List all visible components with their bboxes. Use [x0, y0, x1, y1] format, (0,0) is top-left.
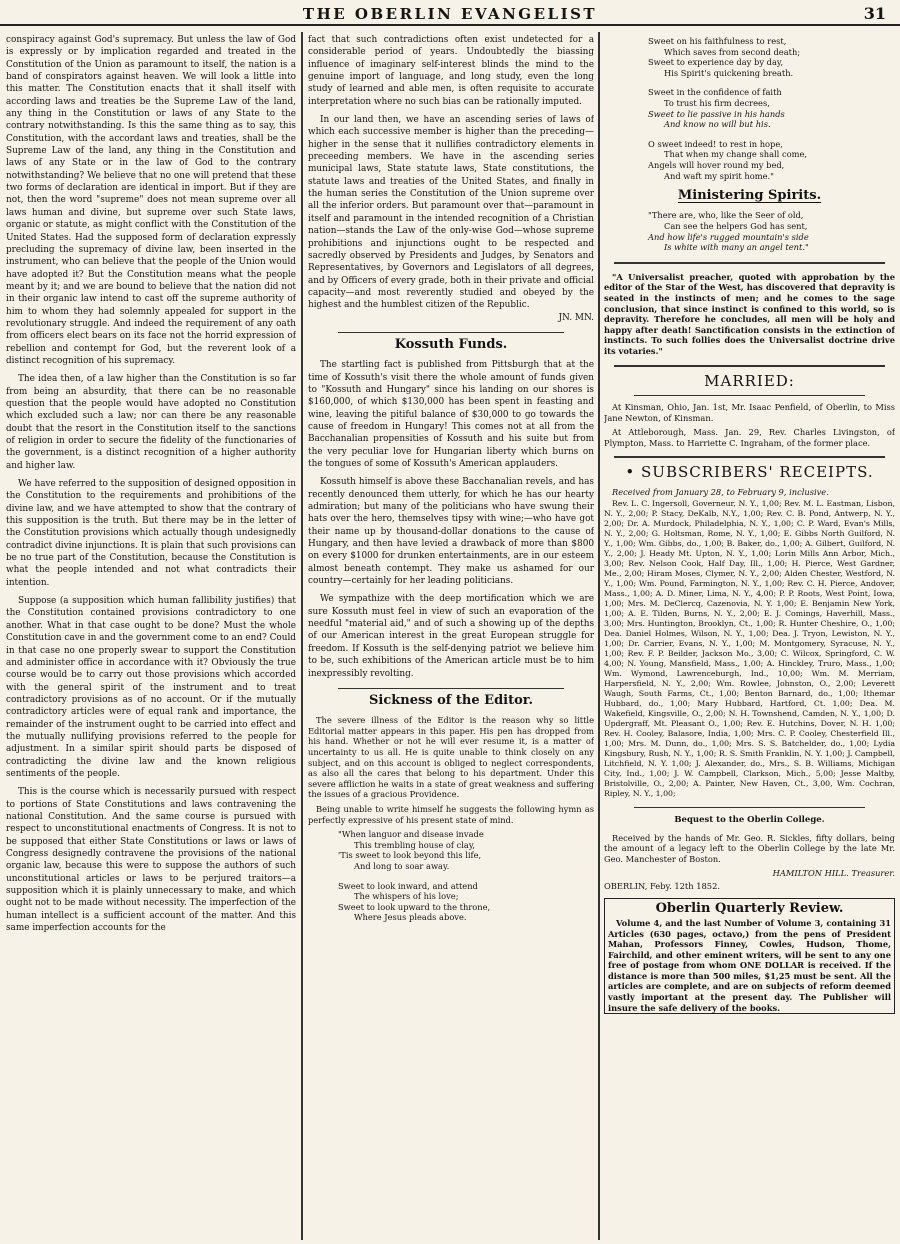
dateline: OBERLIN, Feby. 12th 1852.: [604, 880, 721, 891]
treasurer-signature: HAMILTON HILL. Treasurer.: [772, 868, 895, 879]
divider: [614, 365, 885, 367]
verse-line: Is white with many an angel tent.": [664, 242, 809, 253]
paragraph: fact that such contradictions often exist undetected for a considerable period of years. Undoubtedly the biassing influence of imaginary self-interest blinds the mind to the genuine import of language, and long study, even the long study of learned and able men, is often requisite to accurate interpretation where no such bias can be rationally imputed.: [308, 35, 594, 107]
verse-line: And how life's rugged mountain's side: [648, 231, 809, 242]
verse-line: "There are, who, like the Seer of old,: [648, 210, 804, 221]
paragraph: Suppose (a supposition which human fallibility justifies) that the Constitution contained provisions contradictory to one another. What in that case ought to be done? Must the whole Constitution cave in and the government come to an end? Could in that case no one properly swear to support the Constitution and administer office in accordance with it? Obviously the true course would be to carry out those provisions which accorded with the general spirit of the instrument and to treat contradictory provisions as of no account. Or if the mutually contradictory articles were of equal rank and importance, the remainder of the instrument ought to be carried into effect and the mutually nullifying provisions referred to the people for adjustment. In a similar spirit should parts be disposed of contradicting the divine law and the known religious sentiments of the people.: [6, 596, 296, 779]
column-2: [308, 34, 594, 1238]
column-1: [6, 34, 296, 1238]
hymn-continued: [648, 36, 895, 181]
divider: [614, 262, 885, 264]
hymn-line: Sweet to look upward to the throne,: [338, 901, 491, 912]
paragraph: The idea then, of a law higher than the Constitution is so far from being an absurdity, that there can be no reasonable question that the people would have adopted no Constitution which excluded such a law; nor can there be any reasonable doubt that the resort in the Constitution itself to the sanctions of religion in order to secure the fidelity of the functionaries of the government, is a distinct recognition of a higher authority and higher law.: [6, 374, 296, 471]
receipts-heading-text: SUBSCRIBERS' RECEIPTS.: [641, 463, 874, 482]
bequest-text: Received by the hands of Mr. Geo. R. Sickles, fifty dollars, being the amount of a legacy left to the Oberlin College by the late Mr. Geo. Manchester of Boston.: [604, 832, 895, 864]
hymn-line: And long to soar away.: [354, 860, 450, 871]
ministering-spirits-heading: Ministering Spirits.: [677, 188, 822, 204]
hymn-line: O sweet indeed! to rest in hope,: [648, 138, 783, 149]
hymn-line: Sweet on his faithfulness to rest,: [648, 36, 787, 46]
divider: [338, 688, 564, 689]
divider: [614, 456, 885, 458]
paragraph: In our land then, we have an ascending series of laws of which each successive member is higher than the preceding—higher in the sense that it nullifies contradictory elements in preceeding members. We have in the ascending series municipal laws, State statute laws, State constitutions, the statute laws and treaties of the United States, and finally in the human series the Constitution of the Union supreme over all the inferior orders. But paramount over that—paramount in itself and paramount in the intended recognition of a Christian nation—stands the Law of the only-wise God—whose supreme prohibitions and injunctions ought to be respected and sacredly observed by Presidents and Judges, by Senators and Representatives, by Governors and Legislators of all degrees, and by Officers of every grade, both in their private and official capacity—and most reverently studied and obeyed by the highest and the humblest citizen of the Republic.: [308, 115, 594, 311]
receipts-list: Rev. L. C. Ingersoll, Governeur, N. Y., 1,00; Rev. M. L. Eastman, Lisbon, N. Y., 2,00; P. Stacy, DeKalb, N.Y., 1,00; Rev. C. B. Pond, Antwerp, N. Y., 2,00; Dr. A. Murdock, Philadelphia, N. Y., 1,00; C. P. Ward, Evan's Mills, N. Y., 2,00; G. Holtsman, Rome, N. Y., 1,00; E. Gibbs North Guilford, N. Y., 1,00; Wm. Gibbs, do., 1,00; B. Baker, do., 1,00; A. Gilbert, Guilford, N. Y., 2,00; J. Heady Mt. Upton, N. Y., 1,00; Lorin Mills Ann Arbor, Mich., 3,00; Rev. Nelson Cook, Half Day, Ill., 1,00; H. Pierce, West Gardner, Me., 2,00; Hiram Moses, Clymer, N. Y., 2,00; Alden Chester, Westford, N. Y., 1,00; Wm. Pound, Farmington, N. Y., 1,00; Rev. C. H. Pierce, Andover, Mass., 1,00; A. D. Miner, Lima, N. Y., 4,00; P. P. Roots, West Point, Iowa, 1,00; Mrs. M. DeClercq, Cazenovia, N. Y. 1,00; E. Benjamin New York, 1,00; A. E. Tilden, Burns, N. Y., 2,00; E. J. Comings, Haverhill, Mass., 3,00; Mrs. Huntington, Brooklyn, Ct., 1,00; R. Hunter Cheshire, O., 1,00; Dea. Daniel Holmes, Wilson, N. Y., 1,00; Dea. J. Tryon, Lewiston, N. Y., 1,00; Dr. Carrier, Evans, N. Y., 1,00; M. Montgomery, Syracuse, N. Y., 1,00; Rev. F. P. Beilder, Jackson Mo., 3,00; C. Wilcox, Springford, C. W. 4,00; N. Young, Mansfield, Mass., 1,00; A. Hinckley, Truro, Mass., 1,00; Wm. Wymond, Lawrenceburgh, Ind., 10,00; Wm. M. Merriam, Harpersfield, N. Y., 2,00; Wm. Rowlee, Johnston, O., 2,00; Leverett Waugh, South Farms, Ct., 1,00; Benton Barnard, do., 1,00; Ithemar Hubbard, do., 1,00; Mary Hubbard, Hartford, Ct. 1,00; Dea. M. Wakefield, Kingsville, O., 2,00; N. H. Townshend, Camden, N. Y., 1,00; D. Updergraff, Mt. Pleasant O., 1,00; Rev. E. Hutchins, Dover, N. H. 1,00; Rev. H. Cooley, Balasore, India, 1,00; Mrs. C. P. Cooley, Chesterfield Ill., 1,00; Mrs. M. Dunn, do., 1,00; Mrs. S. S. Batchelder, do., 1,00; Lydia Kingsbury, Rush, N. Y., 1,00; R. S. Smith Franklin, N. Y. 1,00; J. Campbell, Litchfield, N. Y. 1,00; J. Alexander, do., Mrs., S. B. Williams, Michigan City, Ind., 1,00; J. W. Campbell, Clarkson, Mich., 5,00; Jesse Maltby, Bristolville, O., 2,00; A. Painter, New Haven, Ct., 3,00, Wm. Cochran, Ripley, N. Y., 1,00;: [604, 499, 895, 799]
hymn-line: The whispers of his love;: [354, 891, 459, 902]
divider: [338, 332, 564, 333]
hymn-line: Where Jesus pleads above.: [354, 912, 467, 923]
quarterly-review-heading: Oberlin Quarterly Review.: [655, 900, 844, 916]
page-header: [0, 0, 900, 26]
editor-sickness-heading: Sickness of the Editor.: [369, 692, 533, 708]
column-3: [604, 34, 895, 1238]
hymn-line: This trembling house of clay,: [354, 839, 476, 850]
married-item: At Attleborough, Mass. Jan. 29, Rev. Charles Livingston, of Plympton, Mass. to Harriette C. Ingraham, of the former place.: [604, 427, 895, 448]
hymn-line: Sweet to lie passive in his hands: [648, 108, 785, 119]
column-rule: [301, 32, 303, 1240]
column-rule: [598, 32, 600, 1240]
hymn-line: Which saves from second death;: [664, 46, 801, 57]
paragraph: conspiracy against God's supremacy. But unless the law of God is expressly or by implication regarded and treated in the Constitution of the Union as paramount to itself, the nation is a band of conspirators against heaven. We will look a little into this matter. The Constitution enacts that it shall itself with according laws and treaties be the Supreme Law of the land, any thing in the Constitution or laws of any State to the contrary notwithstanding. Is this the same thing as to say, this Constitution, with the accordant laws and treaties, shall be the Supreme Law of the land, any thing in the Constitution and laws of any State or in the law of God to the contrary notwithstanding? We believe that no one will pretend that these two forms of declaration are identical in import. But if they are not, then the word "supreme" does not mean supreme over all laws human and divine, but supreme over such State laws, organic or statute, as might conflict with the Constitution of the United States. Had the supposed form of declaration expressly precluding the supremacy of divine law, been inserted in the instrument, who can believe that the people of the Union would have adopted it? But the Constitution means what the people meant by it; and we are bound to believe that the nation did not in their organic law intend to cast off the supreme authority of him to whom they had solemnly appealed for support in the revolutionary struggle. And indeed the requirement of any oath from officers elect bears on its face not the horrid expression of rebellion and contempt for God, but the reverent look of a distinct recognition of his supremacy.: [6, 35, 296, 366]
hymn-line: Angels will hover round my bed,: [648, 159, 785, 170]
hymn-line: Sweet to experience day by day,: [648, 57, 784, 68]
hymn-line: 'Tis sweet to look beyond this life,: [338, 850, 482, 861]
paragraph: Kossuth himself is above these Bacchanalian revels, and has recently denounced them utterly, for which he has our hearty admiration; but many of the politicians who have swung their hats over the hero, themselves tipsy with wine;—who have got their name up by thousand-dollar donations to the cause of Hungary, and then have levied a drawback of more than $800 on every $1000 for drunken entertainments, are in our esteem almost beneath contempt. They make us ashamed for our country—certainly for her leading politicians.: [308, 477, 594, 587]
ministering-verse: [648, 210, 895, 252]
signature: JN. MN.: [558, 312, 594, 323]
quarterly-review-box: [604, 898, 895, 1015]
hymn-line: That when my change shall come,: [664, 149, 808, 160]
paragraph: We have referred to the supposition of designed opposition in the Constitution to the requirements and prohibitions of the divine law, and we have attempted to show that the contrary of this supposition is the truth. But there may be in the letter of the Constitution provisions which actually though undesignedly contradict divine injunctions. It is plain that such provisions can be no true part of the Constitution, because the Constitution is what the people intended and not what contradicts their intention.: [6, 479, 296, 588]
hymn-line: "When languor and disease invade: [338, 829, 484, 840]
receipts-dates: Received from January 28, to February 9, inclusive.: [612, 486, 829, 497]
page-number: 31: [863, 4, 886, 23]
divider: [634, 807, 865, 808]
hymn: [338, 829, 594, 923]
married-item: At Kinsman, Ohio, Jan. 1st, Mr. Isaac Penfield, of Oberlin, to Miss Jane Newton, of Kinsman.: [604, 401, 895, 423]
hymn-line: And know no will but his.: [664, 119, 771, 130]
universalist-paragraph: "A Universalist preacher, quoted with approbation by the editor of the Star of the West, has discovered that depravity is seated in the instincts of men; and he comes to the sage conclusion, that since instinct is confined to this world, so is depravity. Therefore he concludes, all men will be holy and happy after death! Sanctification consists in the extinction of instincts. To such follies does the Universalist doctrine drive its votaries.": [604, 271, 895, 356]
paragraph: This is the course which is necessarily pursued with respect to portions of State Constitutions and laws contravening the national Constitution. And the same course is pursued with respect to unconstitutional enactments of Congress. It is not to be supposed that either State Constitutions or laws or laws of Congress designedly contravene the provisions of the national organic law, because this were to suppose the authors of such unconstitutional articles or laws to be perjured traitors—a supposition which it is plainly unnecessary to make, and which ought not to be made without necessity. The imperfection of the human intellect is a sufficient account of the matter. And this same imperfection accounts for the: [6, 787, 296, 934]
hymn-line: His Spirit's quickening breath.: [664, 67, 794, 78]
quarterly-review-text: Volume 4, and the last Number of Volume 3, containing 31 Articles (630 pages, octavo,) from the pens of President Mahan, Professors Finney, Cowles, Hudson, Thome, Fairchild, and other eminent writers, will be sent to any one free of postage from whom ONE DOLLAR is received. If the distance is more than 500 miles, $1,25 must be sent. All the articles are complete, and are on subjects of reform deemed vastly important at the present day. The Publisher will insure the safe delivery of the books.: [608, 917, 891, 1013]
subscribers-receipts-heading: • SUBSCRIBERS' RECEIPTS.: [625, 463, 874, 482]
bequest-heading: Bequest to the Oberlin College.: [674, 815, 825, 826]
hymn-line: And waft my spirit home.": [664, 170, 774, 181]
paragraph: The startling fact is published from Pittsburgh that at the time of Kossuth's visit there the whole amount of funds given to "Kossuth and Hungary" since his landing on our shores is $160,000, of which $130,000 has been spent in feasting and wine, leaving the pitiful balance of $30,000 to go towards the cause of freedom in Hungary! This comes not at all from the Bacchanalian propensities of Kossuth and his suite but from the very peculiar love for Hungarian liberty which burns on the tongues of some of Kossuth's American applauders.: [308, 360, 594, 469]
paragraph: We sympathize with the deep mortification which we are sure Kossuth must feel in view of such an evaporation of the needful "material aid," and of such a showing up of the depths of our American interest in the great European struggle for freedom. If Kossuth is the self-denying patriot we believe him to be, such exhibitions of the American article must be to him inexpressibly revolting.: [308, 594, 594, 679]
paragraph: The severe illness of the Editor is the reason why so little Editorial matter appears in this paper. His pen has dropped from his hand. Whether or not he will ever resume it, is a matter of uncertainty to us all. He is quite unable to think closely on any subject, and on this account is obliged to neglect correspondents, as also all the cares that belong to his department. Under this severe affliction he waits in a state of great weakness and suffering the issues of a gracious Providence.: [308, 715, 594, 800]
divider: [634, 395, 865, 396]
verse-line: Can see the helpers God has sent,: [664, 221, 808, 232]
newspaper-title: THE OBERLIN EVANGELIST: [302, 5, 598, 23]
married-heading: MARRIED:: [704, 371, 795, 390]
hymn-line: Sweet to look inward, and attend: [338, 880, 478, 891]
hymn-line: To trust his firm decrees,: [664, 97, 770, 108]
hymn-line: Sweet in the confidence of faith: [648, 87, 782, 98]
paragraph: Being unable to write himself he suggests the following hymn as perfectly expressive of his present state of mind.: [308, 803, 594, 825]
kossuth-funds-heading: Kossuth Funds.: [394, 336, 508, 352]
